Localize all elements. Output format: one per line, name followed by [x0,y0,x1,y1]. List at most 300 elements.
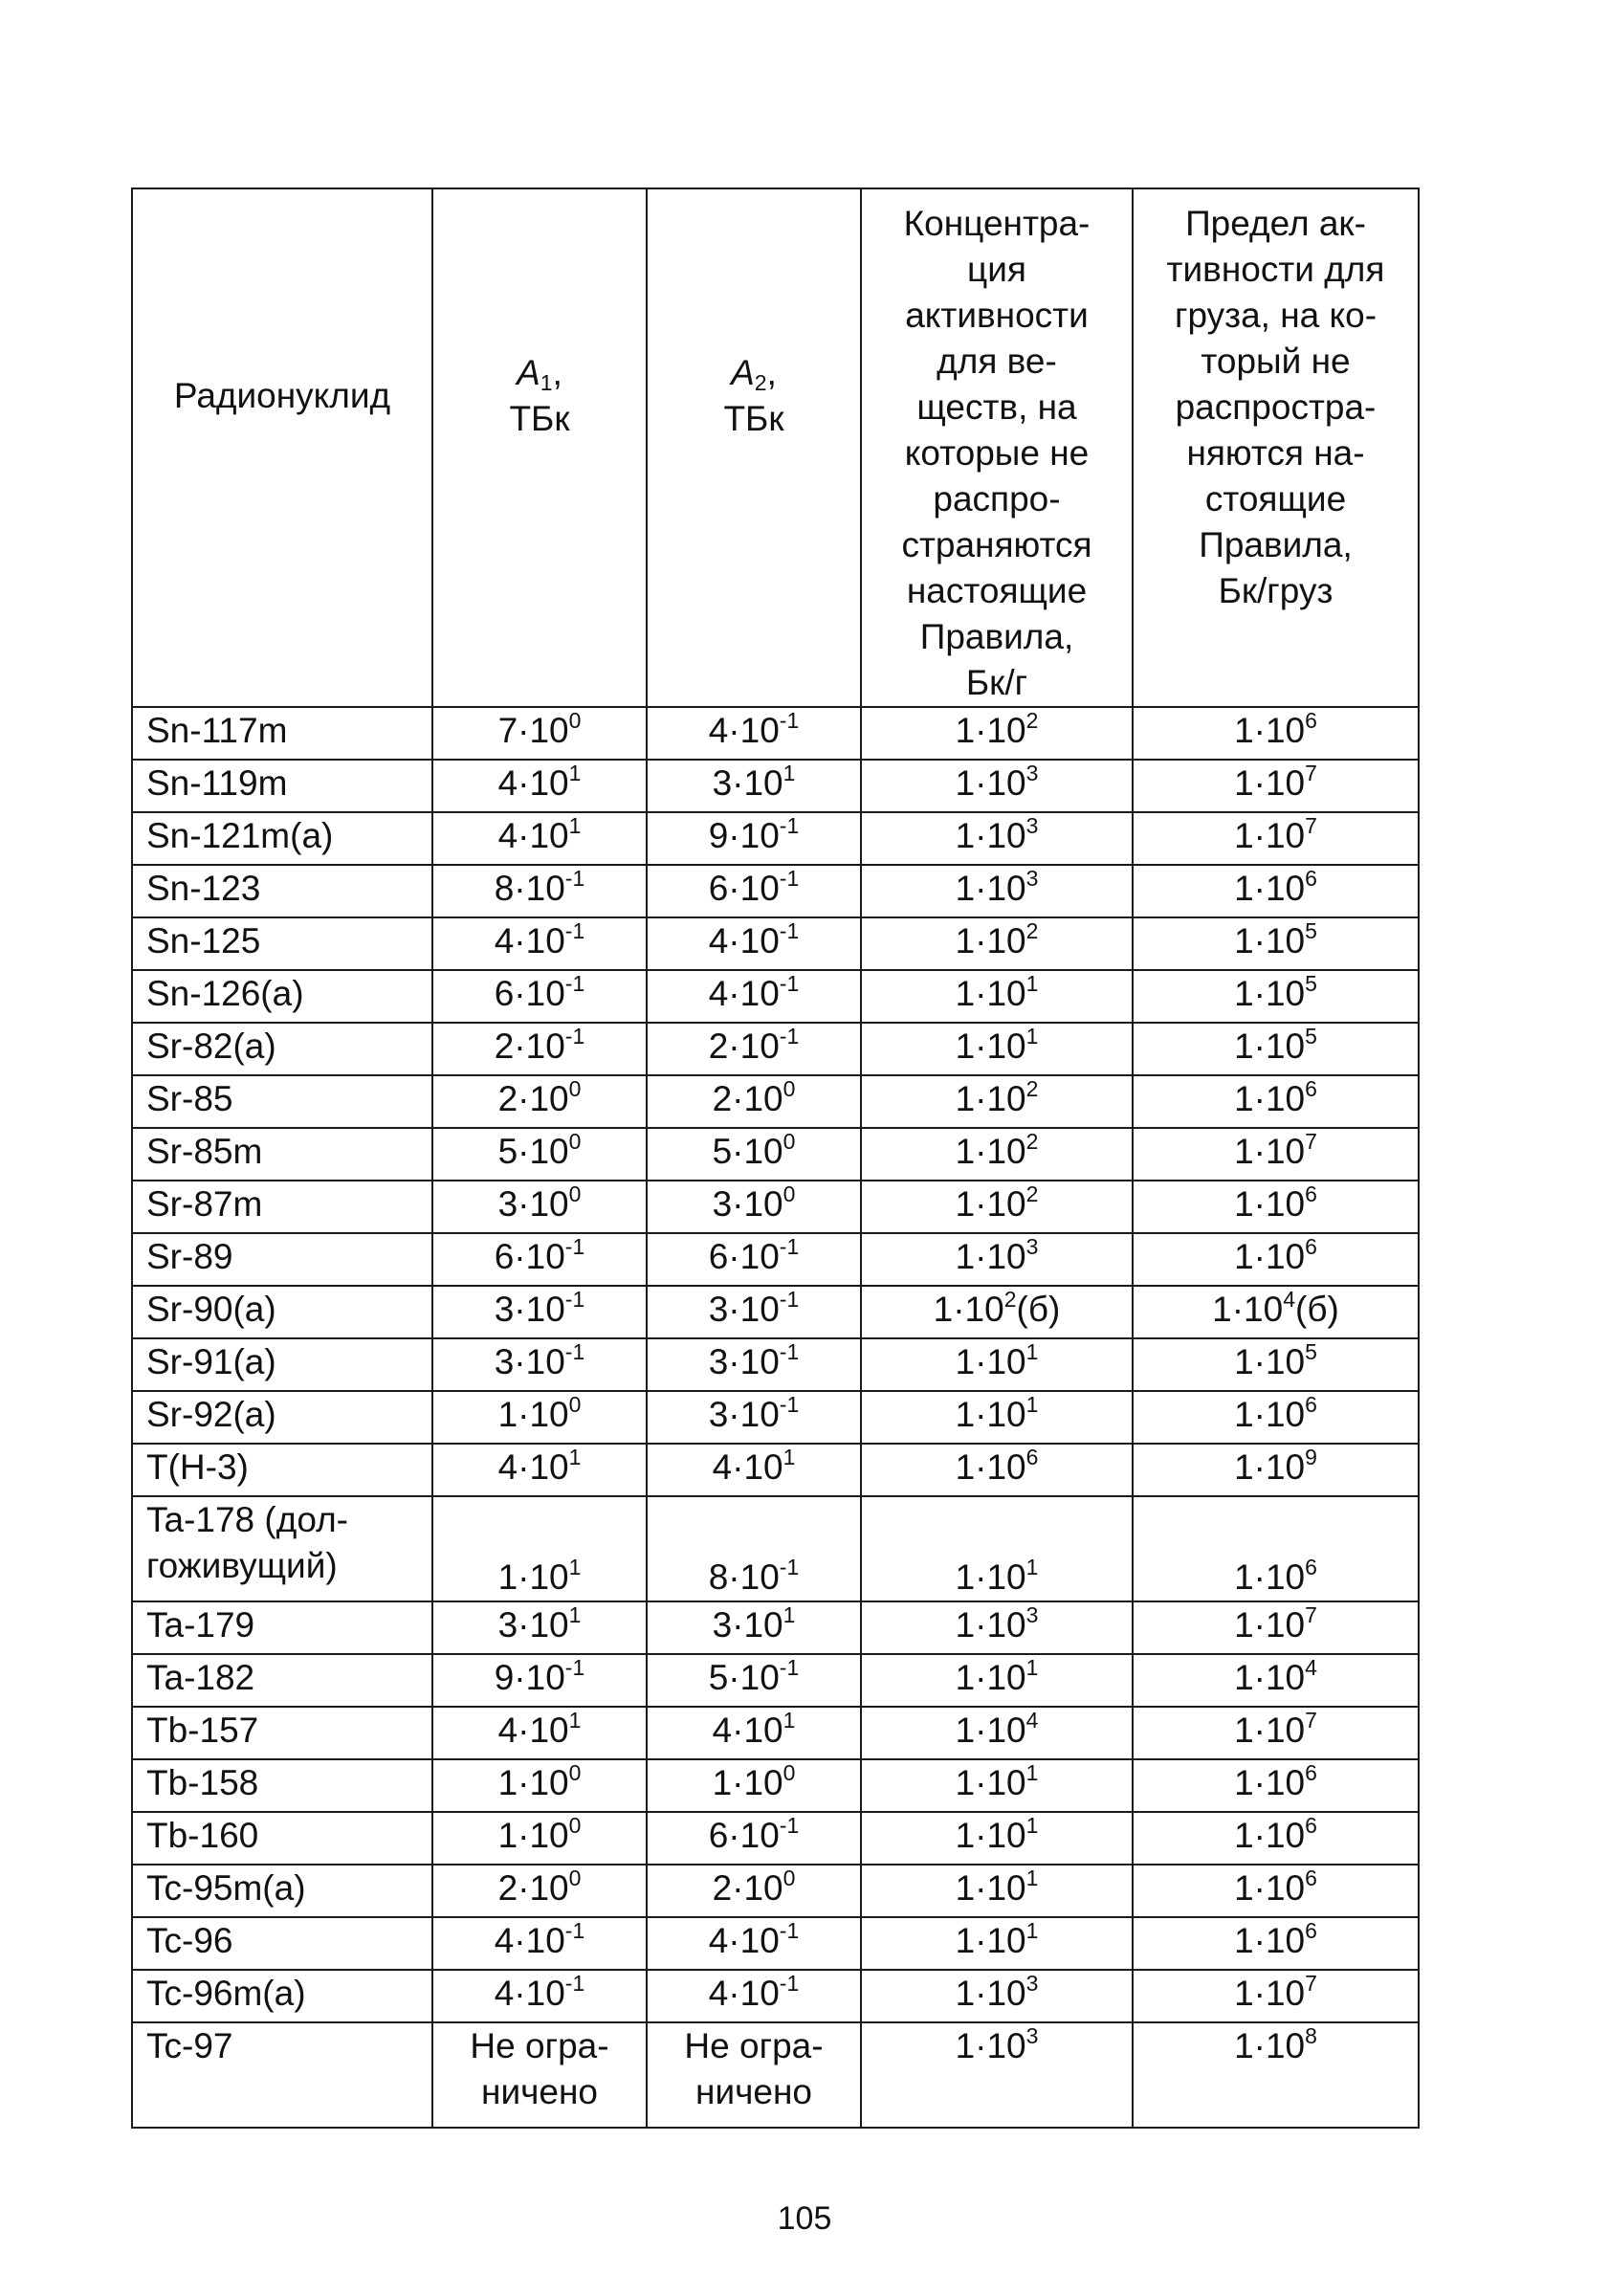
a1-exponent: -1 [564,1287,585,1312]
nuclide-name: Sn-121m(a) [132,812,432,865]
conc-mantissa: 1·10 [955,763,1026,803]
a2-mantissa: 4·10 [708,921,780,960]
a1-cell [432,1444,647,1496]
a2-exponent: -1 [779,813,800,838]
conc-exponent: 2 [1003,1287,1017,1312]
a2-cell [647,1286,861,1338]
limit-mantissa: 1·10 [1234,1342,1306,1381]
limit-exponent: 6 [1305,1392,1317,1417]
a1-mantissa: 4·10 [494,921,565,960]
conc-mantissa: 1·10 [955,1557,1026,1597]
a1-exponent: 0 [568,1076,582,1101]
conc-cell [861,1917,1133,1970]
a2-cell [647,1654,861,1707]
a2-exponent: -1 [779,1234,800,1259]
limit-mantissa: 1·10 [1234,816,1306,855]
a2-mantissa: 3·10 [708,1395,780,1434]
a2-cell [647,760,861,812]
header-concentration: Концентра- ция активности для ве- ществ, на которые не распро- страняются настоящие Правила, Бк/г [861,188,1133,707]
a1-cell [432,865,647,917]
nuclide-name: Sr-85 [132,1075,432,1128]
table-row [132,1233,1419,1286]
a1-mantissa: 4·10 [497,1447,569,1487]
conc-cell [861,1128,1133,1181]
limit-cell [1133,1707,1419,1759]
a2-mantissa: 6·10 [708,1237,780,1276]
conc-mantissa: 1·10 [955,1763,1026,1802]
a2-cell [647,970,861,1023]
a2-cell [647,707,861,760]
limit-mantissa: 1·10 [1234,974,1306,1013]
conc-mantissa: 1·10 [955,869,1026,908]
limit-cell [1133,1444,1419,1496]
conc-cell [861,865,1133,917]
a2-mantissa: 4·10 [708,1974,780,2013]
limit-exponent: 4 [1305,1655,1317,1680]
header-activity-limit: Предел ак- тивности для груза, на ко- торый не распростра- няются на- стоящие Правила, Бк/груз [1133,188,1419,707]
conc-exponent: 1 [1025,1392,1039,1417]
conc-exponent: 1 [1025,1813,1039,1838]
nuclide-name: Sn-119m [132,760,432,812]
header-nuclide: Радионуклид [132,188,432,707]
conc-cell [861,1338,1133,1391]
a1-unit: , ТБк [509,353,570,438]
nuclide-name: Sr-87m [132,1181,432,1233]
a2-cell [647,1970,861,2022]
limit-cell [1133,1023,1419,1075]
a1-cell [432,1075,647,1128]
limit-mantissa: 1·10 [1234,1974,1306,2013]
limit-exponent: 4 [1283,1287,1295,1312]
limit-mantissa: 1·10 [1234,1447,1306,1487]
a1-cell [432,1970,647,2022]
nuclide-name: Tb-158 [132,1759,432,1812]
a1-cell [432,1496,647,1601]
conc-mantissa: 1·10 [955,1132,1026,1171]
table-row [132,2022,1419,2128]
limit-cell [1133,1233,1419,1286]
limit-exponent: 9 [1305,1445,1317,1469]
limit-mantissa: 1·10 [1234,711,1306,750]
limit-exponent: 7 [1305,761,1317,785]
limit-exponent: 7 [1305,1602,1317,1627]
conc-exponent: 1 [1025,1655,1039,1680]
limit-exponent: 7 [1305,813,1317,838]
limit-cell [1133,1075,1419,1128]
a1-mantissa: 5·10 [497,1132,569,1171]
nuclide-name: Ta-179 [132,1601,432,1654]
header-a1 [432,188,647,707]
a1-exponent: -1 [564,866,585,891]
a1-exponent: 1 [568,1555,582,1579]
a1-exponent: 0 [568,1813,582,1838]
conc-exponent: 3 [1025,2023,1039,2048]
limit-mantissa: 1·10 [1234,1395,1306,1434]
conc-exponent: 1 [1025,1760,1039,1785]
conc-exponent: 3 [1025,761,1039,785]
conc-mantissa: 1·10 [955,816,1026,855]
conc-exponent: 1 [1025,1024,1039,1049]
limit-exponent: 6 [1305,1181,1317,1206]
a2-mantissa: 4·10 [708,711,780,750]
a2-mantissa: 2·10 [712,1079,783,1118]
a2_text-cell: Не огра- ничено [647,2022,861,2128]
conc-exponent: 2 [1025,1129,1039,1154]
nuclide-name: Sn-123 [132,865,432,917]
a2-exponent: -1 [779,1971,800,1996]
a2-subscript: 2 [754,370,767,395]
conc-mantissa: 1·10 [955,1816,1026,1855]
a1-mantissa: 1·10 [497,1557,569,1597]
conc-cell [861,1865,1133,1917]
limit-cell [1133,1391,1419,1444]
limit-mantissa: 1·10 [1234,1816,1306,1855]
table-row [132,1812,1419,1865]
limit-mantissa: 1·10 [1234,1605,1306,1645]
table-row [132,1970,1419,2022]
a2-cell [647,1181,861,1233]
a1-exponent: 0 [568,1392,582,1417]
conc-cell [861,1812,1133,1865]
a1-cell [432,1601,647,1654]
limit-mantissa: 1·10 [1234,1132,1306,1171]
a1-mantissa: 1·10 [497,1763,569,1802]
conc-mantissa: 1·10 [955,1711,1026,1750]
conc-cell [861,1759,1133,1812]
conc-cell [861,812,1133,865]
a1-exponent: -1 [564,1024,585,1049]
a2-cell [647,1601,861,1654]
conc-cell [861,1075,1133,1128]
a1-exponent: -1 [564,1971,585,1996]
table-row [132,917,1419,970]
limit-exponent: 7 [1305,1971,1317,1996]
limit-exponent: 6 [1305,1076,1317,1101]
a2-exponent: 0 [782,1129,796,1154]
a1-cell [432,1707,647,1759]
limit-cell [1133,1338,1419,1391]
table-row [132,1444,1419,1496]
conc-cell [861,707,1133,760]
a1_text-cell: Не огра- ничено [432,2022,647,2128]
conc-exponent: 1 [1025,1555,1039,1579]
limit-mantissa: 1·10 [1234,763,1306,803]
a1-exponent: 1 [568,813,582,838]
table-row [132,760,1419,812]
a1-mantissa: 4·10 [497,1711,569,1750]
a2-exponent: 0 [782,1866,796,1890]
conc-cell [861,917,1133,970]
a2-cell [647,917,861,970]
a1-cell [432,1233,647,1286]
a2-cell [647,1023,861,1075]
conc-cell [861,1496,1133,1601]
a2-exponent: 1 [782,1602,796,1627]
conc-exponent: 2 [1025,1181,1039,1206]
nuclide-name: Sn-125 [132,917,432,970]
limit-mantissa: 1·10 [1234,869,1306,908]
nuclide-name: Sn-126(a) [132,970,432,1023]
conc-mantissa: 1·10 [955,1342,1026,1381]
conc-mantissa: 1·10 [955,1605,1026,1645]
a2-exponent: 0 [782,1181,796,1206]
limit-mantissa: 1·10 [1212,1290,1284,1329]
a2-cell [647,1128,861,1181]
a1-exponent: 0 [568,1181,582,1206]
conc-mantissa: 1·10 [955,1447,1026,1487]
conc-cell [861,1023,1133,1075]
table-row [132,1496,1419,1601]
conc-mantissa: 1·10 [955,1027,1026,1066]
table-row [132,1865,1419,1917]
limit-cell [1133,1759,1419,1812]
a2-exponent: -1 [779,1555,800,1579]
table-row [132,1023,1419,1075]
a2-mantissa: 4·10 [708,1921,780,1960]
conc-exponent: 3 [1025,813,1039,838]
limit-cell [1133,812,1419,865]
a1-cell [432,1128,647,1181]
header-a2 [647,188,861,707]
a1-mantissa: 2·10 [497,1079,569,1118]
table-row [132,865,1419,917]
nuclide-name: Tb-160 [132,1812,432,1865]
limit-mantissa: 1·10 [1234,1711,1306,1750]
conc-cell [861,1707,1133,1759]
a2-mantissa: 3·10 [712,1605,783,1645]
limit-mantissa: 1·10 [1234,1921,1306,1960]
a2-symbol: A [731,353,755,392]
limit-cell [1133,865,1419,917]
a2-mantissa: 9·10 [708,816,780,855]
a2-mantissa: 2·10 [708,1027,780,1066]
a1-mantissa: 1·10 [497,1395,569,1434]
a2-exponent: 1 [782,1445,796,1469]
limit-cell [1133,970,1419,1023]
conc-mantissa: 1·10 [955,1237,1026,1276]
a1-exponent: 1 [568,1445,582,1469]
limit-exponent: 6 [1305,1813,1317,1838]
limit-exponent: 5 [1305,971,1317,996]
a1-exponent: 0 [568,1129,582,1154]
conc-mantissa: 1·10 [955,1079,1026,1118]
a1-exponent: 0 [568,1866,582,1890]
a2-mantissa: 3·10 [712,1184,783,1224]
limit-cell [1133,1286,1419,1338]
table-row [132,1391,1419,1444]
radionuclide-table [131,188,1420,2129]
table-row [132,1075,1419,1128]
a1-mantissa: 3·10 [494,1290,565,1329]
conc-cell [861,760,1133,812]
limit-cell [1133,1970,1419,2022]
conc-exponent: 4 [1025,1708,1039,1733]
conc-exponent: 6 [1025,1445,1039,1469]
a2-exponent: 1 [782,761,796,785]
conc-mantissa: 1·10 [955,2026,1026,2065]
limit-mantissa: 1·10 [1234,2026,1306,2065]
table-row [132,812,1419,865]
a2-exponent: 0 [782,1760,796,1785]
a2-mantissa: 5·10 [708,1658,780,1697]
limit-exponent: 6 [1305,1234,1317,1259]
conc-exponent: 1 [1025,971,1039,996]
a2-exponent: -1 [779,866,800,891]
limit-cell [1133,1865,1419,1917]
a2-exponent: 1 [782,1708,796,1733]
a1-exponent: 1 [568,761,582,785]
a2-cell [647,1338,861,1391]
nuclide-name: Sr-89 [132,1233,432,1286]
a1-mantissa: 4·10 [497,763,569,803]
conc-cell [861,1601,1133,1654]
a1-exponent: -1 [564,1234,585,1259]
conc-mantissa: 1·10 [955,1921,1026,1960]
limit-note: (б) [1295,1290,1339,1329]
conc-mantissa: 1·10 [955,1658,1026,1697]
a1-exponent: 0 [568,1760,582,1785]
limit-exponent: 7 [1305,1129,1317,1154]
limit-cell [1133,917,1419,970]
conc-exponent: 3 [1025,1602,1039,1627]
conc-exponent: 1 [1025,1918,1039,1943]
a2-cell [647,1496,861,1601]
a1-mantissa: 3·10 [494,1342,565,1381]
a2-cell [647,1917,861,1970]
a2-cell [647,1865,861,1917]
a2-exponent: -1 [779,971,800,996]
a1-mantissa: 1·10 [497,1816,569,1855]
a1-exponent: 1 [568,1602,582,1627]
a2-mantissa: 3·10 [708,1342,780,1381]
a2-mantissa: 6·10 [708,1816,780,1855]
a2-mantissa: 4·10 [712,1447,783,1487]
a2-mantissa: 3·10 [708,1290,780,1329]
conc-cell [861,1654,1133,1707]
table-row [132,1181,1419,1233]
limit-cell [1133,1128,1419,1181]
a2-cell [647,1759,861,1812]
limit-mantissa: 1·10 [1234,1237,1306,1276]
table-row [132,970,1419,1023]
limit-exponent: 6 [1305,1866,1317,1890]
a2-exponent: -1 [779,1339,800,1364]
a2-mantissa: 4·10 [708,974,780,1013]
a1-exponent: -1 [564,1918,585,1943]
limit-mantissa: 1·10 [1234,1079,1306,1118]
limit-cell [1133,1812,1419,1865]
limit-cell [1133,1917,1419,1970]
nuclide-name: Ta-178 (дол- гоживущий) [132,1496,432,1601]
a1-cell [432,1286,647,1338]
a2-exponent: -1 [779,1655,800,1680]
a1-mantissa: 3·10 [497,1184,569,1224]
nuclide-name: Sn-117m [132,707,432,760]
a1-cell [432,1181,647,1233]
limit-exponent: 8 [1305,2023,1317,2048]
nuclide-name: Sr-85m [132,1128,432,1181]
limit-mantissa: 1·10 [1234,1557,1306,1597]
table-row [132,1654,1419,1707]
conc-cell [861,2022,1133,2128]
a2-exponent: -1 [779,1918,800,1943]
a2-mantissa: 6·10 [708,869,780,908]
a2-mantissa: 2·10 [712,1868,783,1908]
a1-cell [432,1338,647,1391]
a2-unit: , ТБк [723,353,784,438]
a1-mantissa: 2·10 [497,1868,569,1908]
conc-mantissa: 1·10 [955,1974,1026,2013]
a2-exponent: -1 [779,918,800,943]
limit-mantissa: 1·10 [1234,1763,1306,1802]
a1-cell [432,1391,647,1444]
a1-mantissa: 4·10 [494,1974,565,2013]
a1-mantissa: 2·10 [494,1027,565,1066]
a1-exponent: -1 [564,918,585,943]
a1-mantissa: 4·10 [497,816,569,855]
conc-mantissa: 1·10 [933,1290,1004,1329]
a2-cell [647,1444,861,1496]
table-row [132,1338,1419,1391]
a1-exponent: 1 [568,1708,582,1733]
a1-exponent: -1 [564,971,585,996]
a2-cell [647,812,861,865]
conc-cell [861,1970,1133,2022]
limit-mantissa: 1·10 [1234,1868,1306,1908]
a2-exponent: -1 [779,708,800,733]
a2-cell [647,1812,861,1865]
a1-cell [432,970,647,1023]
header-row [132,188,1419,707]
limit-exponent: 6 [1305,1760,1317,1785]
a2-cell [647,1707,861,1759]
nuclide-name: Tc-96 [132,1917,432,1970]
a1-mantissa: 6·10 [494,974,565,1013]
limit-cell [1133,1654,1419,1707]
nuclide-name: Sr-92(a) [132,1391,432,1444]
a2-cell [647,1391,861,1444]
a1-cell [432,707,647,760]
limit-exponent: 6 [1305,866,1317,891]
conc-exponent: 2 [1025,918,1039,943]
conc-mantissa: 1·10 [955,921,1026,960]
a2-mantissa: 1·10 [712,1763,783,1802]
a1-cell [432,760,647,812]
limit-exponent: 6 [1305,708,1317,733]
conc-mantissa: 1·10 [955,1395,1026,1434]
limit-cell [1133,1181,1419,1233]
limit-cell [1133,760,1419,812]
nuclide-name: Tc-96m(a) [132,1970,432,2022]
nuclide-name: Sr-90(a) [132,1286,432,1338]
table-row [132,1286,1419,1338]
a2-mantissa: 5·10 [712,1132,783,1171]
conc-exponent: 3 [1025,1971,1039,1996]
limit-mantissa: 1·10 [1234,1027,1306,1066]
a1-cell [432,1654,647,1707]
a1-symbol: A [517,353,540,392]
limit-cell [1133,2022,1419,2128]
a1-mantissa: 6·10 [494,1237,565,1276]
page-number: 105 [777,2200,832,2237]
limit-cell [1133,707,1419,760]
conc-mantissa: 1·10 [955,1868,1026,1908]
a1-cell [432,917,647,970]
a1-mantissa: 4·10 [494,1921,565,1960]
a1-exponent: -1 [564,1339,585,1364]
a1-cell [432,1917,647,1970]
conc-mantissa: 1·10 [955,1184,1026,1224]
